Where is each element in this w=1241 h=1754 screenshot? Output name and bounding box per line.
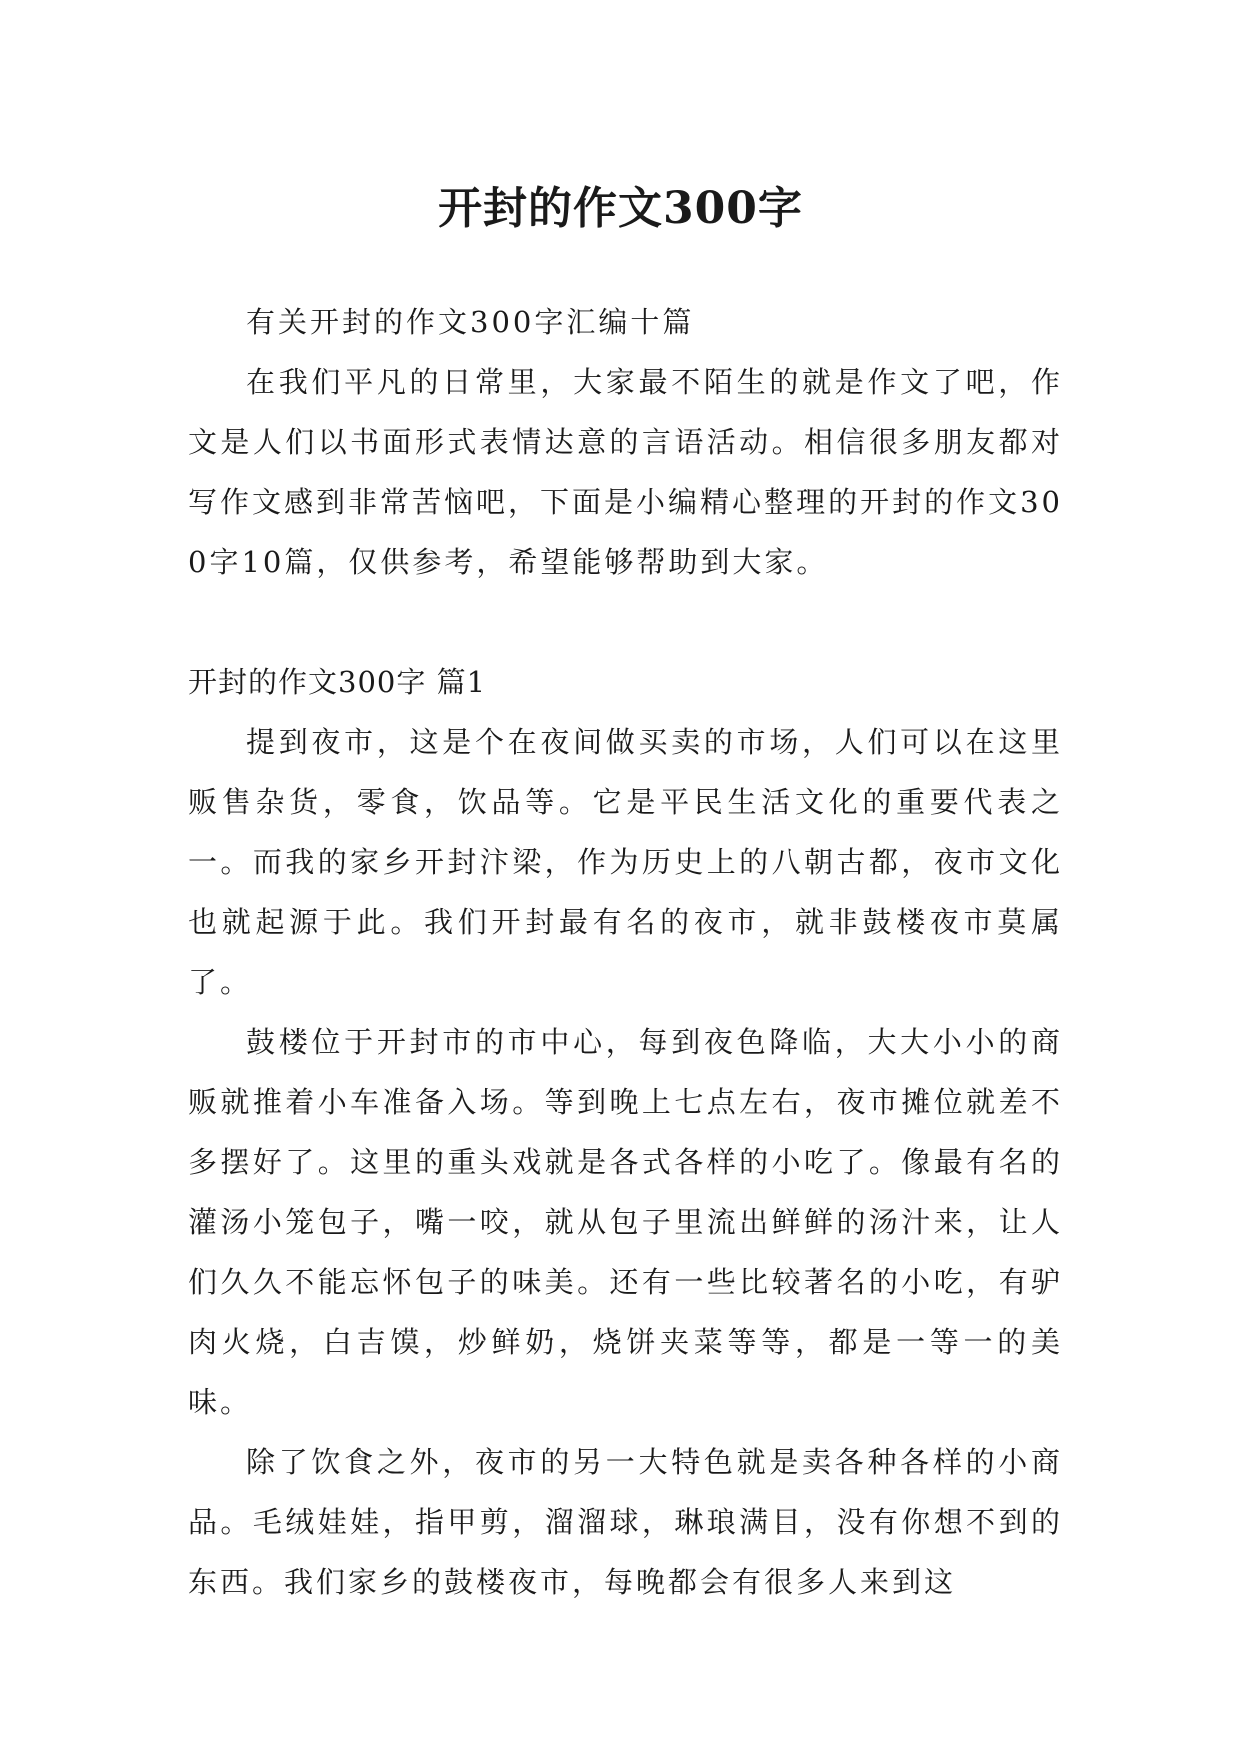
document-title: 开封的作文300字: [438, 183, 803, 235]
body-paragraph: 鼓楼位于开封市的市中心，每到夜色降临，大大小小的商贩就推着小车准备入场。等到晚上七点左右，夜市摊位就差不多摆好了。这里的重头戏就是各式各样的小吃了。像最有名的灌汤小笼包子，嘴一咬，就从包子里流出鲜鲜的汤汁来，让人们久久不能忘怀包子的味美。还有一些比较著名的小吃，有驴肉火烧，白吉馍，炒鲜奶，烧饼夹菜等等，都是一等一的美味。: [188, 1025, 1063, 1419]
section-heading: 开封的作文300字 篇1: [188, 665, 487, 699]
body-paragraph: 除了饮食之外，夜市的另一大特色就是卖各种各样的小商品。毛绒娃娃，指甲剪，溜溜球，琳琅满目，没有你想不到的东西。我们家乡的鼓楼夜市，每晚都会有很多人来到这: [188, 1445, 1063, 1599]
document-body: [188, 292, 1063, 1612]
intro-paragraph: 在我们平凡的日常里，大家最不陌生的就是作文了吧，作文是人们以书面形式表情达意的言语活动。相信很多朋友都对写作文感到非常苦恼吧，下面是小编精心整理的开封的作文300字10篇，仅供参考，希望能够帮助到大家。: [188, 365, 1063, 579]
body-paragraph: 提到夜市，这是个在夜间做买卖的市场，人们可以在这里贩售杂货，零食，饮品等。它是平民生活文化的重要代表之一。而我的家乡开封汴梁，作为历史上的八朝古都，夜市文化也就起源于此。我们开封最有名的夜市，就非鼓楼夜市莫属了。: [188, 725, 1063, 999]
intro-heading: 有关开封的作文300字汇编十篇: [246, 305, 695, 339]
